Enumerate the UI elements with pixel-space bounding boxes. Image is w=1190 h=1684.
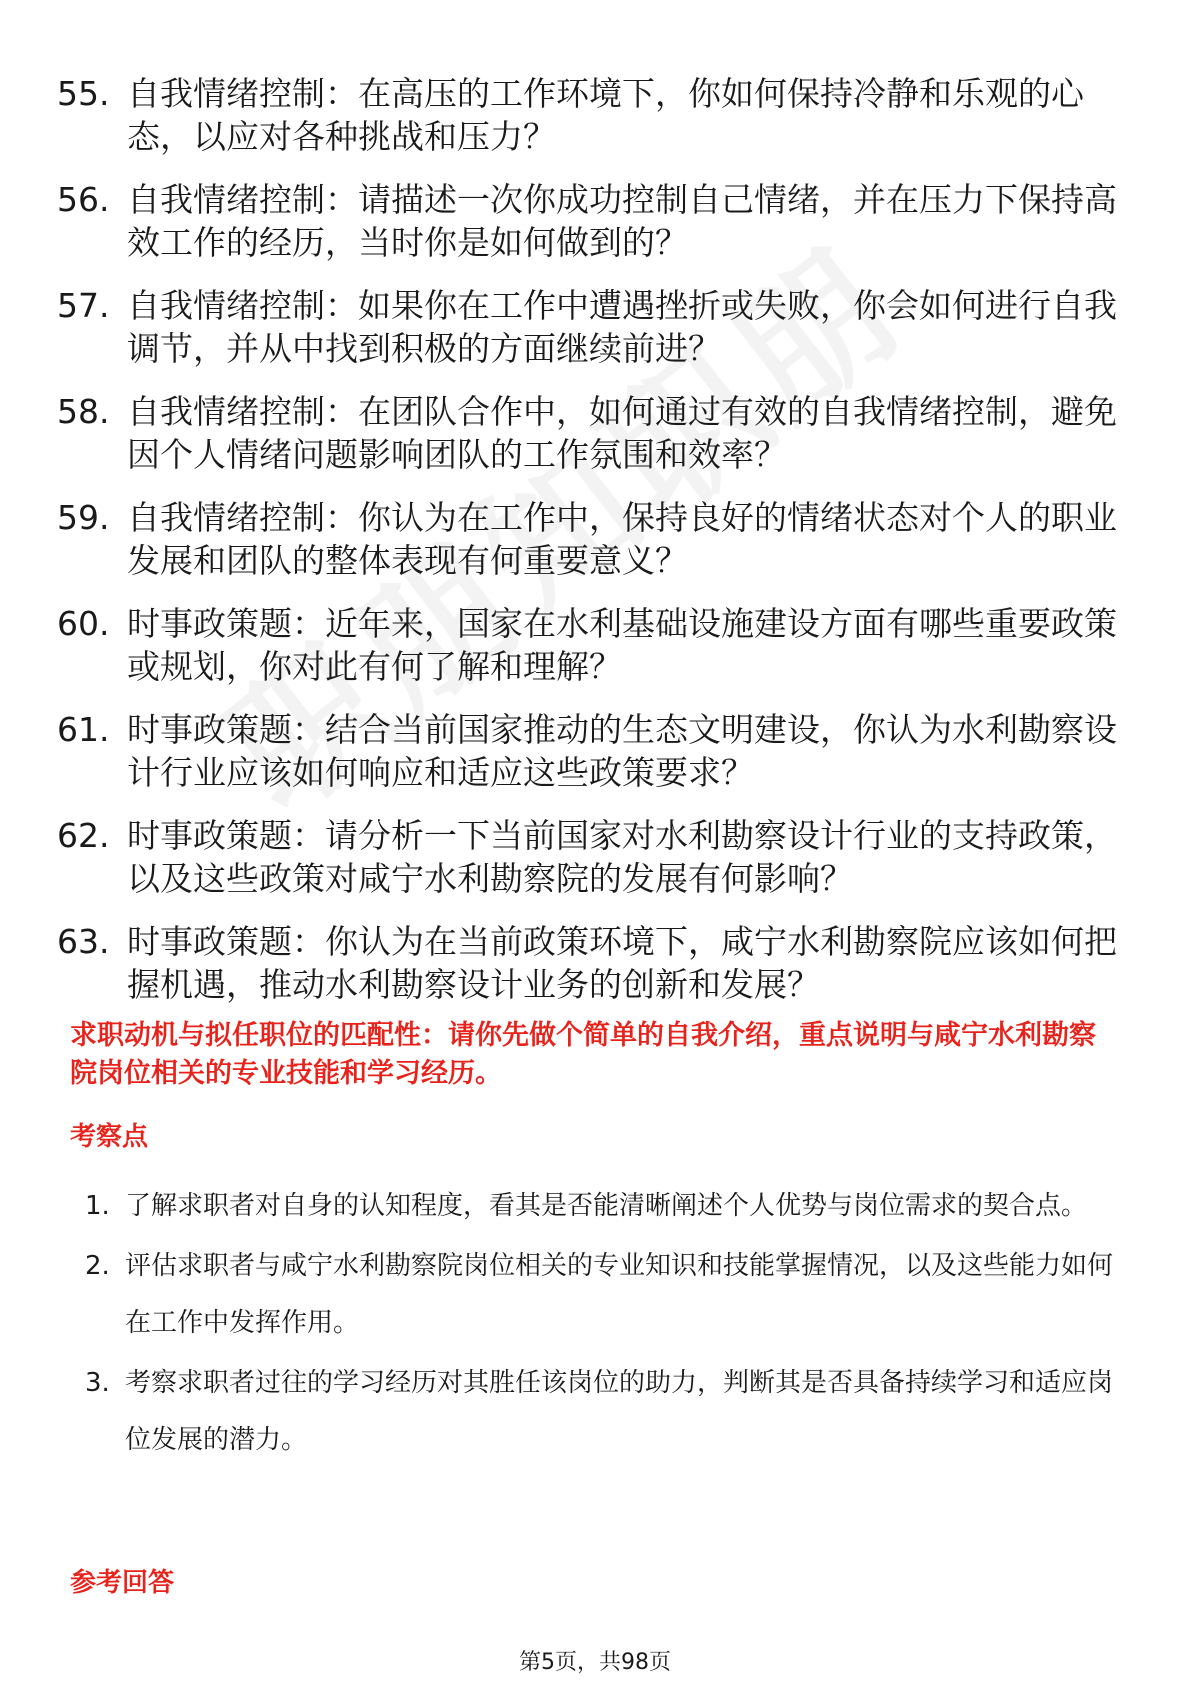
assessment-title: 考察点 — [70, 1122, 149, 1152]
question-text: 时事政策题：近年来，国家在水利基础设施建设方面有哪些重要政策或规划，你对此有何了解和理解？ — [127, 604, 1117, 686]
list-item — [57, 708, 1117, 794]
list-item — [57, 496, 1117, 582]
question-text: 时事政策题：请分析一下当前国家对水利勘察设计行业的支持政策，以及这些政策对咸宁水利勘察院的发展有何影响？ — [127, 816, 1117, 898]
list-item — [85, 1238, 1125, 1352]
list-item — [57, 390, 1117, 476]
question-text: 自我情绪控制：你认为在工作中，保持良好的情绪状态对个人的职业发展和团队的整体表现有何重要意义？ — [127, 498, 1117, 580]
point-number: 1. — [85, 1191, 110, 1221]
question-number: 58. — [57, 392, 110, 431]
list-item — [57, 178, 1117, 264]
question-text: 自我情绪控制：如果你在工作中遭遇挫折或失败，你会如何进行自我调节，并从中找到积极的方面继续前进？ — [127, 286, 1117, 368]
question-number: 62. — [57, 816, 110, 855]
assessment-points — [85, 1178, 1125, 1472]
question-text: 自我情绪控制：在团队合作中，如何通过有效的自我情绪控制，避免因个人情绪问题影响团队的工作氛围和效率？ — [127, 392, 1117, 474]
list-item — [57, 284, 1117, 370]
page-footer: 第5页，共98页 — [519, 1650, 671, 1675]
list-item — [57, 602, 1117, 688]
question-number: 55. — [57, 74, 110, 113]
question-text: 时事政策题：你认为在当前政策环境下，咸宁水利勘察院应该如何把握机遇，推动水利勘察设计业务的创新和发展？ — [127, 922, 1117, 1004]
question-number: 57. — [57, 286, 110, 325]
list-item — [57, 72, 1117, 158]
point-text: 考察求职者过往的学习经历对其胜任该岗位的助力，判断其是否具备持续学习和适应岗位发展的潜力。 — [125, 1368, 1114, 1455]
point-text: 了解求职者对自身的认知程度，看其是否能清晰阐述个人优势与岗位需求的契合点。 — [125, 1191, 1088, 1221]
list-item — [85, 1178, 1125, 1235]
point-number: 3. — [85, 1368, 110, 1398]
question-text: 时事政策题：结合当前国家推动的生态文明建设，你认为水利勘察设计行业应该如何响应和适应这些政策要求？ — [127, 710, 1117, 792]
point-text: 评估求职者与咸宁水利勘察院岗位相关的专业知识和技能掌握情况，以及这些能力如何在工作中发挥作用。 — [125, 1251, 1114, 1338]
question-text: 自我情绪控制：在高压的工作环境下，你如何保持冷静和乐观的心态，以应对各种挑战和压力？ — [127, 74, 1084, 156]
list-item — [57, 814, 1117, 900]
question-number: 56. — [57, 180, 110, 219]
question-list — [57, 72, 1117, 1026]
question-number: 63. — [57, 922, 110, 961]
question-number: 59. — [57, 498, 110, 537]
reference-answer-title: 参考回答 — [70, 1568, 175, 1598]
list-item — [57, 920, 1117, 1006]
list-item — [85, 1355, 1125, 1469]
question-number: 60. — [57, 604, 110, 643]
question-text: 自我情绪控制：请描述一次你成功控制自己情绪，并在压力下保持高效工作的经历，当时你是如何做到的？ — [127, 180, 1117, 262]
point-number: 2. — [85, 1251, 110, 1281]
question-number: 61. — [57, 710, 110, 749]
focus-question: 求职动机与拟任职位的匹配性：请你先做个简单的自我介绍，重点说明与咸宁水利勘察院岗位相关的专业技能和学习经历。 — [70, 1020, 1096, 1089]
